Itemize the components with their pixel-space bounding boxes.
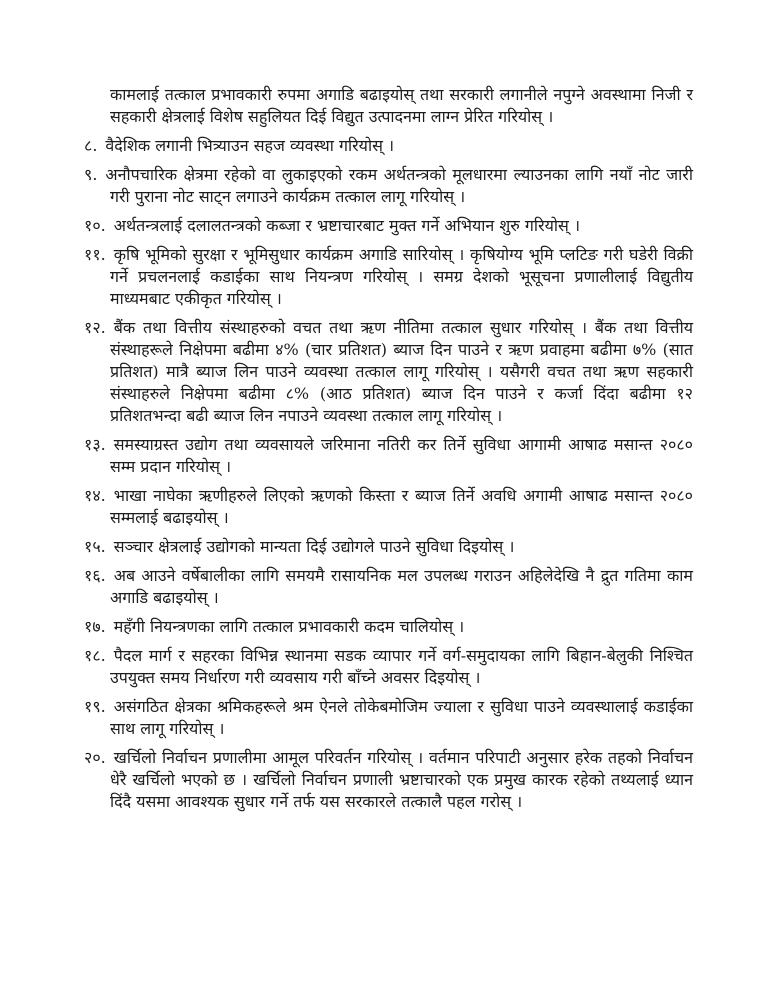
item-text: अब आउने वर्षेबालीका लागि समयमै रासायनिक मल उपलब्ध गराउन अहिलेदेखि नै द्रुत गतिमा काम अगाडि बढाइयोस् । [110, 566, 693, 607]
list-item-8 [84, 135, 693, 157]
list-item-14 [84, 485, 693, 529]
item-text: सञ्चार क्षेत्रलाई उद्योगको मान्यता दिई उद्योगले पाउने सुविधा दिइयोस् । [113, 537, 515, 556]
item-text: समस्याग्रस्त उद्योग तथा व्यवसायले जरिमाना नतिरी कर तिर्ने सुविधा आगामी आषाढ मसान्त २०८० सम्म प्रदान गरियोस् । [110, 435, 693, 476]
list-item-12 [84, 317, 693, 427]
list-item-17 [84, 616, 693, 638]
item-number: २०. [84, 748, 106, 767]
item-number: १५. [84, 537, 106, 556]
list-item-18 [84, 645, 693, 689]
item-text: असंगठित क्षेत्रका श्रमिकहरूले श्रम ऐनले तोकेबमोजिम ज्याला र सुविधा पाउने व्यवस्थालाई कडाईका साथ लागू गरियोस् । [110, 697, 693, 738]
item-text: भाखा नाघेका ऋणीहरुले लिएको ऋणको किस्ता र ब्याज तिर्ने अवधि अगामी आषाढ मसान्त २०८० सम्मलाई बढाइयोस् । [110, 486, 693, 527]
item-number: ११. [84, 245, 106, 264]
item-number: ८. [84, 136, 98, 155]
list-item-11 [84, 244, 693, 310]
item-text: कृषि भूमिको सुरक्षा र भूमिसुधार कार्यक्रम अगाडि सारियोस् । कृषियोग्य भूमि प्लटिङ गरी घडेरी विक्री गर्ने प्रचलनलाई कडाईका साथ नियन्त्रण गरियोस् । समग्र देशको भूसूचना प्रणालीलाई विद्युतीय माध्यमबाट एकीकृत गरियोस् । [110, 245, 693, 308]
item-text: बैंक तथा वित्तीय संस्थाहरुको वचत तथा ऋण नीतिमा तत्काल सुधार गरियोस् । बैंक तथा वित्तीय संस्थाहरूले निक्षेपमा बढीमा ४% (चार प्रतिशत) ब्याज दिन पाउने र ऋण प्रवाहमा बढीमा ७% (सात प्रतिशत) मात्रै ब्याज लिन पाउने व्यवस्था तत्काल लागू गरियोस् । यसैगरी वचत तथा ऋण सहकारी संस्थाहरुले निक्षेपमा बढीमा ८% (आठ प्रतिशत) ब्याज दिन पाउने र कर्जा दिंदा बढीमा १२ प्रतिशतभन्दा बढी ब्याज लिन नपाउने व्यवस्था तत्काल लागू गरियोस् । [110, 318, 693, 425]
item-text: वैदेशिक लगानी भित्र्याउन सहज व्यवस्था गरियोस् । [105, 136, 395, 155]
item-text: पैदल मार्ग र सहरका विभिन्न स्थानमा सडक व्यापार गर्ने वर्ग-समुदायका लागि बिहान-बेलुकी निश्चित उपयुक्त समय निर्धारण गरी व्यवसाय गरी बाँच्ने अवसर दिइयोस् । [110, 646, 693, 687]
item-number: १८. [84, 646, 106, 665]
item-number: १९. [84, 697, 106, 716]
item-text: खर्चिलो निर्वाचन प्रणालीमा आमूल परिवर्तन गरियोस् । वर्तमान परिपाटी अनुसार हरेक तहको निर्वाचन धेरै खर्चिलो भएको छ । खर्चिलो निर्वाचन प्रणाली भ्रष्टाचारको एक प्रमुख कारक रहेको तथ्यलाई ध्यान दिंदै यसमा आवश्यक सुधार गर्ने तर्फ यस सरकारले तत्कालै पहल गरोस् । [110, 748, 693, 811]
item-number: १६. [84, 566, 106, 585]
list-item-10 [84, 215, 693, 237]
numbered-list [84, 135, 693, 813]
item-number: १३. [84, 435, 106, 454]
item-number: १७. [84, 617, 106, 636]
item-number: १०. [84, 216, 106, 235]
list-item-16 [84, 565, 693, 609]
list-item-13 [84, 434, 693, 478]
item-number: १२. [84, 318, 106, 337]
item-number: ९. [84, 165, 98, 184]
item-text: महँगी नियन्त्रणका लागि तत्काल प्रभावकारी कदम चालियोस् । [113, 617, 465, 636]
list-item-20 [84, 747, 693, 813]
list-item-15 [84, 536, 693, 558]
continuation-paragraph: कामलाई तत्काल प्रभावकारी रुपमा अगाडि बढाइयोस् तथा सरकारी लगानीले नपुग्ने अवस्थामा निजी र सहकारी क्षेत्रलाई विशेष सहुलियत दिई विद्युत उत्पादनमा लाग्न प्रेरित गरियोस् । [110, 85, 693, 126]
list-item-9 [84, 164, 693, 208]
item-number: १४. [84, 486, 106, 505]
document-content [84, 84, 693, 820]
list-item-19 [84, 696, 693, 740]
item-text: अनौपचारिक क्षेत्रमा रहेको वा लुकाइएको रकम अर्थतन्त्रको मूलधारमा ल्याउनका लागि नयाँ नोट जारी गरी पुराना नोट साट्न लगाउने कार्यक्रम तत्काल लागू गरियोस् । [105, 165, 693, 206]
item-text: अर्थतन्त्रलाई दलालतन्त्रको कब्जा र भ्रष्टाचारबाट मुक्त गर्ने अभियान शुरु गरियोस् । [113, 216, 581, 235]
